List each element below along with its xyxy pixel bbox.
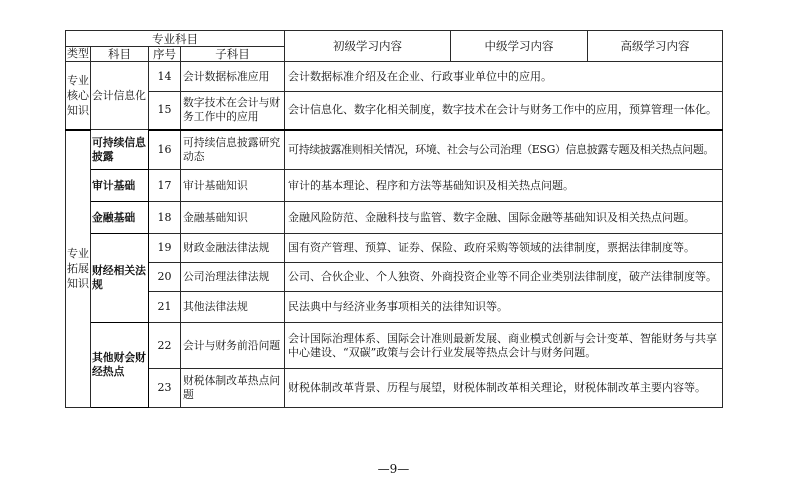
- type-cell: 专业拓展知识: [66, 130, 91, 408]
- number-cell: 22: [149, 323, 181, 369]
- header-subject: 科目: [91, 47, 149, 62]
- number-cell: 20: [149, 263, 181, 292]
- table-row: [66, 292, 723, 323]
- header-professional-subjects: 专业科目: [66, 31, 285, 47]
- subsubject-cell: 财政金融法律法规: [181, 234, 285, 263]
- table-row: [66, 62, 723, 92]
- subject-cell: 财经相关法规: [91, 234, 149, 323]
- page-number: —9—: [377, 462, 410, 476]
- content-cell: 金融风险防范、金融科技与监管、数字金融、国际金融等基础知识及相关热点问题。: [285, 202, 723, 234]
- content-cell: 可持续披露准则相关情况，环境、社会与公司治理（ESG）信息披露专题及相关热点问题。: [285, 130, 723, 170]
- subject-cell: 审计基础: [91, 170, 149, 202]
- table-row: [66, 323, 723, 369]
- number-cell: 19: [149, 234, 181, 263]
- number-cell: 18: [149, 202, 181, 234]
- subsubject-cell: 财税体制改革热点问题: [181, 369, 285, 408]
- table-row: [66, 234, 723, 263]
- header-level-intermediate: 中级学习内容: [451, 31, 588, 62]
- number-cell: 15: [149, 92, 181, 130]
- table-row: [66, 170, 723, 202]
- subsubject-cell: 审计基础知识: [181, 170, 285, 202]
- subsubject-cell: 可持续信息披露研究动态: [181, 130, 285, 170]
- content-cell: 会计信息化、数字化相关制度，数字技术在会计与财务工作中的应用，预算管理一体化。: [285, 92, 723, 130]
- table-row: [66, 130, 723, 170]
- header-subsubject: 子科目: [181, 47, 285, 62]
- subject-cell: 金融基础: [91, 202, 149, 234]
- subsubject-cell: 会计与财务前沿问题: [181, 323, 285, 369]
- header-level-advanced: 高级学习内容: [588, 31, 723, 62]
- subsubject-cell: 其他法律法规: [181, 292, 285, 323]
- number-cell: 17: [149, 170, 181, 202]
- content-cell: 会计数据标准介绍及在企业、行政事业单位中的应用。: [285, 62, 723, 92]
- content-cell: 公司、合伙企业、个人独资、外商投资企业等不同企业类别法律制度，破产法律制度等。: [285, 263, 723, 292]
- table-row: [66, 263, 723, 292]
- number-cell: 14: [149, 62, 181, 92]
- header-number: 序号: [149, 47, 181, 62]
- header-level-beginner: 初级学习内容: [285, 31, 451, 62]
- content-cell: 国有资产管理、预算、证券、保险、政府采购等领域的法律制度，票据法律制度等。: [285, 234, 723, 263]
- subsubject-cell: 金融基础知识: [181, 202, 285, 234]
- content-cell: 民法典中与经济业务事项相关的法律知识等。: [285, 292, 723, 323]
- subsubject-cell: 会计数据标准应用: [181, 62, 285, 92]
- number-cell: 23: [149, 369, 181, 408]
- type-cell: 专业核心知识: [66, 62, 91, 130]
- content-cell: 会计国际治理体系、国际会计准则最新发展、商业模式创新与会计变革、智能财务与共享中心建设、“双碳”政策与会计行业发展等热点会计与财务问题。: [285, 323, 723, 369]
- subsubject-cell: 数字技术在会计与财务工作中的应用: [181, 92, 285, 130]
- header-type: 类型: [67, 47, 89, 60]
- header-row-1: [66, 31, 723, 47]
- number-cell: 21: [149, 292, 181, 323]
- subjects-table: [65, 30, 723, 408]
- subject-cell: 会计信息化: [91, 62, 149, 130]
- subject-cell: 可持续信息披露: [91, 130, 149, 170]
- table-row: [66, 92, 723, 130]
- subsubject-cell: 公司治理法律法规: [181, 263, 285, 292]
- content-cell: 财税体制改革背景、历程与展望，财税体制改革相关理论，财税体制改革主要内容等。: [285, 369, 723, 408]
- table-row: [66, 202, 723, 234]
- table-row: [66, 369, 723, 408]
- subject-cell: 其他财会财经热点: [91, 323, 149, 408]
- content-cell: 审计的基本理论、程序和方法等基础知识及相关热点问题。: [285, 170, 723, 202]
- number-cell: 16: [149, 130, 181, 170]
